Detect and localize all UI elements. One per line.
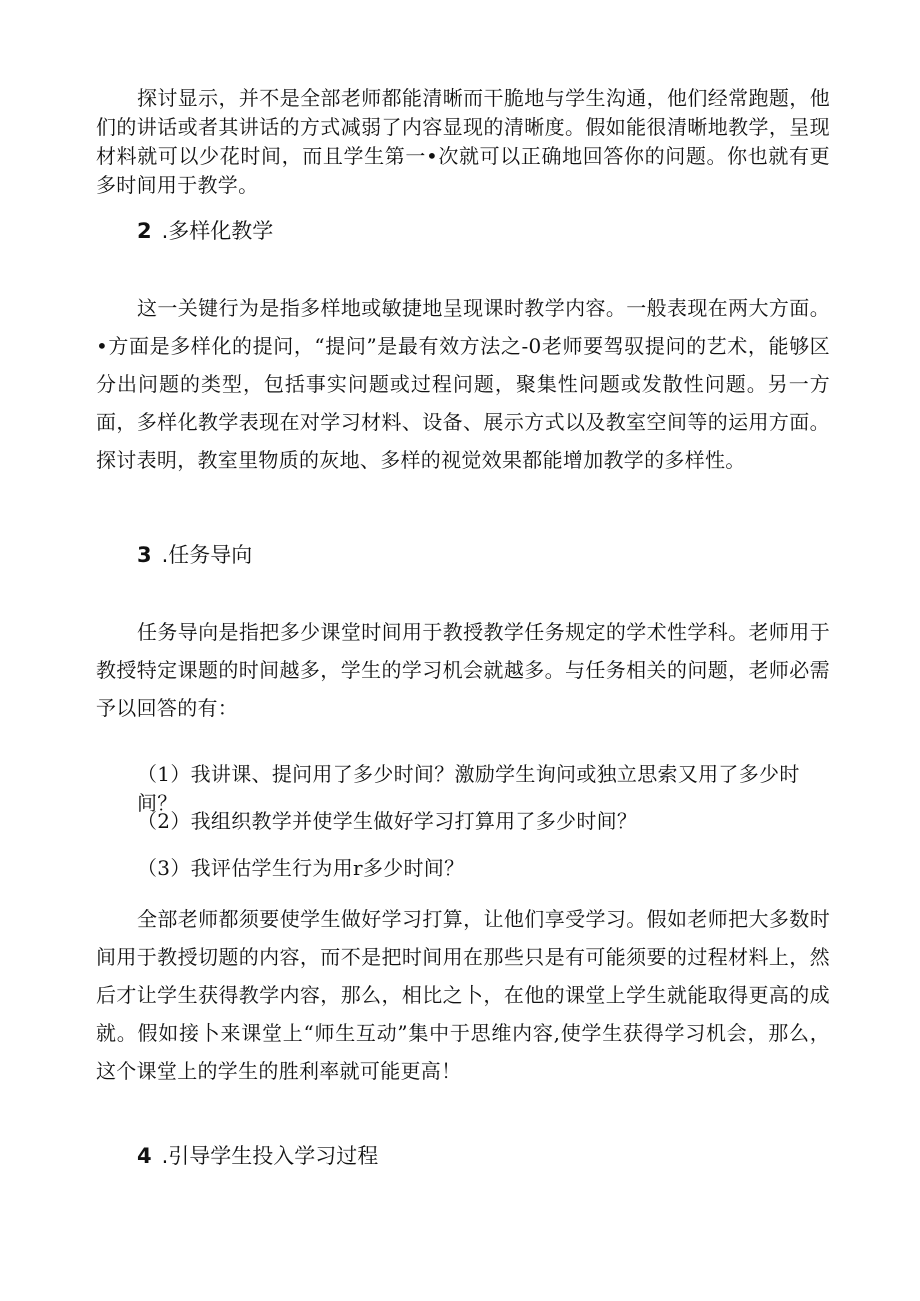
heading-number: 3 (137, 543, 152, 567)
heading-title: .多样化教学 (161, 219, 274, 243)
heading-title: .任务导向 (161, 543, 253, 567)
heading-varied-teaching (137, 216, 273, 246)
list-item: （1）我讲课、提问用了多少时间？激励学生询问或独立思索又用了多少时间？ (137, 762, 800, 815)
heading-engagement (137, 1141, 378, 1171)
paragraph-clarity: 探讨显示，并不是全部老师都能清晰而干脆地与学生沟通，他们经常跑题，他们的讲话或者其讲话的方式减弱了内容显现的清晰度。假如能很清晰地教学，呈现材料就可以少花时间，而且学生第一•次就可以正确地回答你的问题。你也就有更多时间用于教学。 (96, 86, 830, 197)
heading-number: 4 (137, 1144, 152, 1168)
paragraph-learning-preparation: 全部老师都须要使学生做好学习打算，让他们享受学习。假如老师把大多数时间用于教授切题的内容，而不是把时间用在那些只是有可能须要的过程材料上，然后才让学生获得教学内容，那么，相比之卜，在他的课堂上学生就能取得更高的成就。假如接卜来课堂上“师生互动”集中于思维内容,使学生获得学习机会，那么，这个课堂上的学生的胜利率就可能更高！ (96, 907, 830, 1083)
paragraph-task-orientation: 任务导向是指把多少课堂时间用于教授教学任务规定的学术性学科。老师用于教授特定课题的时间越多，学生的学习机会就越多。与任务相关的问题，老师必需予以回答的有： (96, 620, 830, 720)
paragraph-varied-teaching: 这一关键行为是指多样地或敏捷地呈现课时教学内容。一般表现在两大方面。•方面是多样化的提问，“提问”是最有效方法之-0老师要驾驭提问的艺术，能够区分出问题的类型，包括事实问题或过程问题，聚集性问题或发散性问题。另一方面，多样化教学表现在对学习材料、设备、展示方式以及教室空间等的运用方面。探讨表明，教室里物质的灰地、多样的视觉效果都能增加教学的多样性。 (96, 296, 830, 472)
list-item: （3）我评估学生行为用r多少时间？ (137, 856, 465, 880)
heading-task-orientation (137, 540, 252, 570)
heading-title: .引导学生投入学习过程 (161, 1144, 379, 1168)
list-item: （2）我组织教学并使学生做好学习打算用了多少时间？ (137, 809, 638, 833)
heading-number: 2 (137, 219, 152, 243)
